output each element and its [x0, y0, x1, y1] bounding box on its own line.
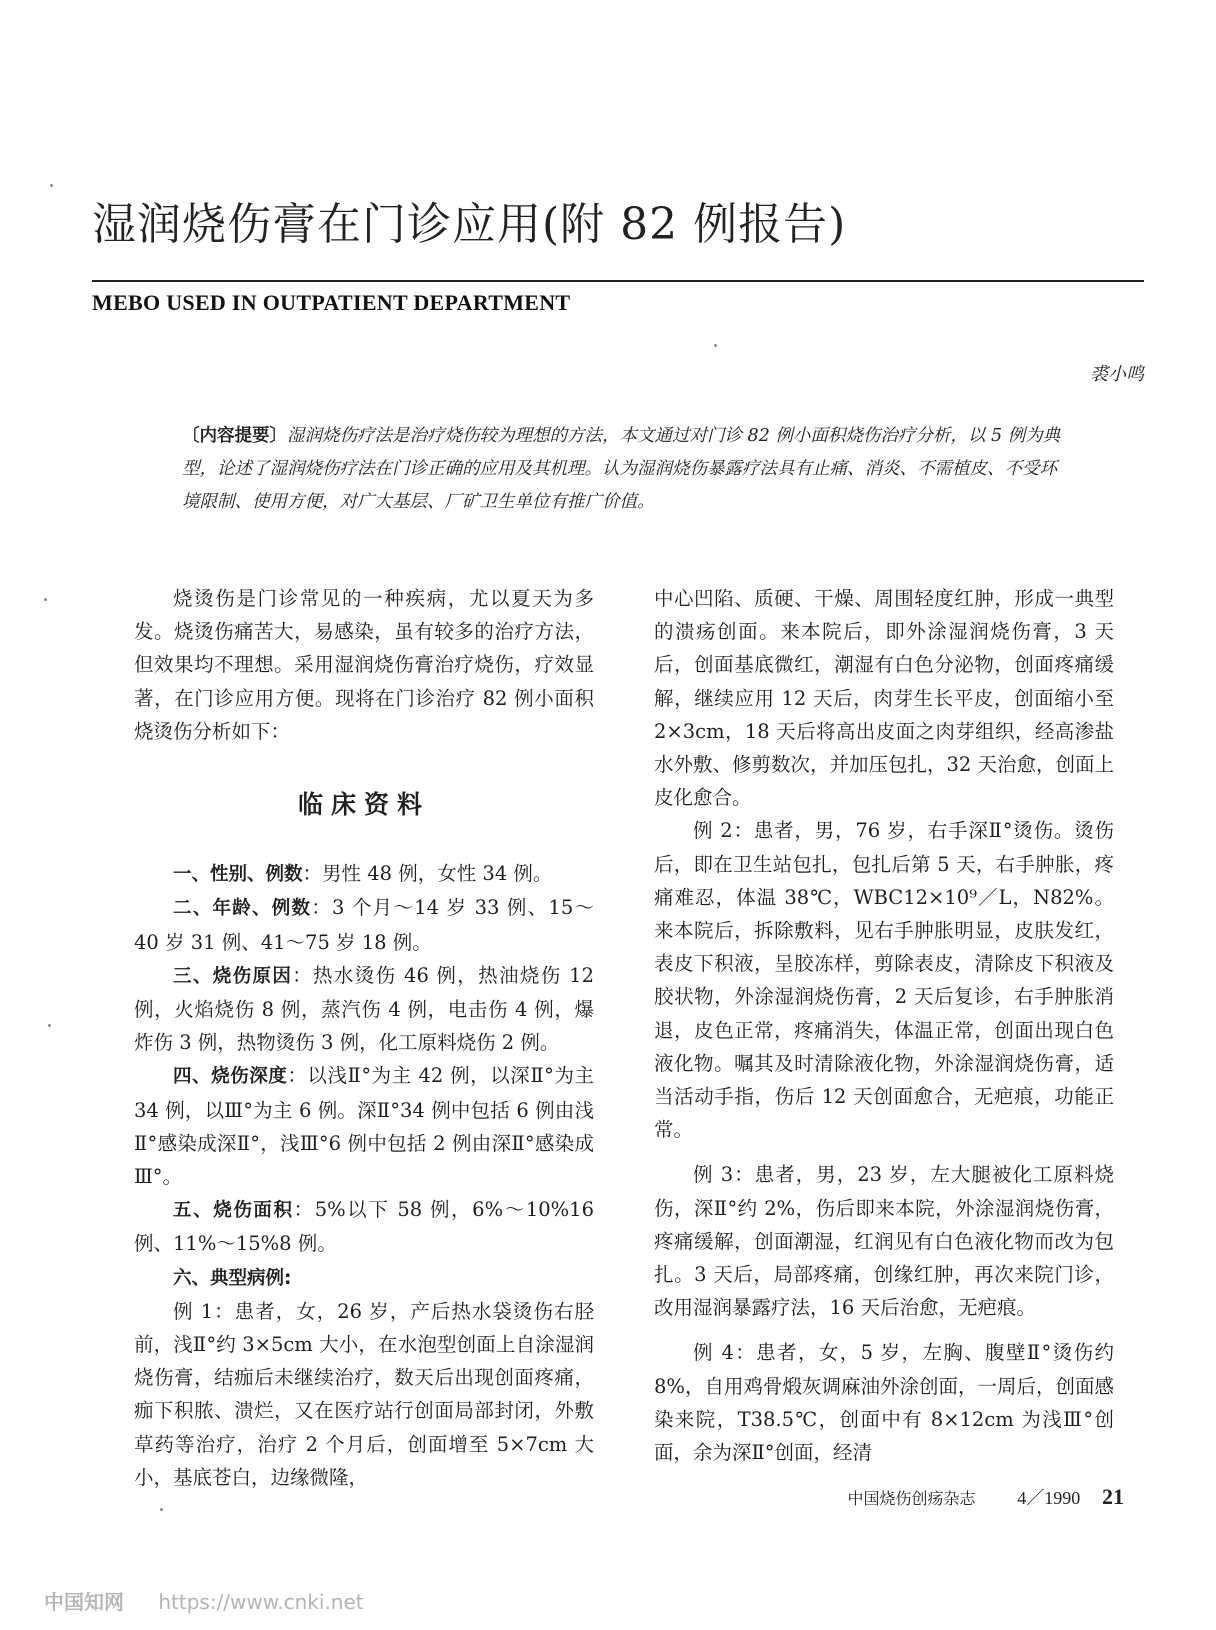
issue-number: 4／1990 [1017, 1488, 1081, 1508]
scan-speck [714, 344, 717, 347]
item-area-label: 五、烧伤面积 [173, 1200, 294, 1222]
item-area [134, 1193, 594, 1260]
case-2: 例 2：患者，男，76 岁，右手深Ⅱ°烫伤。烫伤后，即在卫生站包扎，包扎后第 5 天，右手肿胀，疼痛难忍，体温 38℃，WBC12×10⁹／L，N82%。来本院后，拆除敷料，见右手肿胀明显，皮肤发红，表皮下积液，呈胶冻样，剪除表皮，清除皮下积液及胶状物，外涂湿润烧伤膏，2 天后复诊，右手肿胀消退，皮色正常，疼痛消失，体温正常，创面出现白色液化物。嘱其及时清除液化物，外涂湿润烧伤膏，适当活动手指，伤后 12 天创面愈合，无疤痕，功能正常。 [654, 819, 1114, 1142]
cnki-watermark [44, 1586, 364, 1615]
item-sex-label: 一、性别、例数 [173, 864, 303, 886]
item-cause-label: 三、烧伤原因 [173, 965, 293, 987]
case-4-start: 例 4：患者，女，5 岁，左胸、腹壁Ⅱ°烫伤约 8%，自用鸡骨煅灰调麻油外涂创面，一周后，创面感染来院，T38.5℃，创面中有 8×12cm 为浅Ⅲ°创面，余为深Ⅱ°创面，经清 [654, 1341, 1114, 1465]
abstract-text: 湿润烧伤疗法是治疗烧伤较为理想的方法，本文通过对门诊 82 例小面积烧伤治疗分析，以 5 例为典型，论述了湿润烧伤疗法在门诊正确的应用及其机理。认为湿润烧伤暴露疗法具有止痛、消炎、不需植皮、不受环境限制、使用方便，对广大基层、厂矿卫生单位有推广价值。 [182, 426, 1061, 512]
page-number: 21 [1102, 1484, 1124, 1509]
page-footer [848, 1484, 1124, 1510]
item-sex-text: ：男性 48 例，女性 34 例。 [302, 862, 553, 886]
item-age-text: ：3 个月～14 岁 33 例、15～40 岁 31 例、41～75 岁 18 例。 [134, 896, 594, 954]
watermark-url: https://www.cnki.net [158, 1590, 364, 1614]
item-depth [134, 1059, 594, 1193]
title-rule [92, 280, 1144, 282]
item-age-label: 二、年龄、例数 [173, 898, 312, 920]
scan-speck [50, 184, 53, 187]
case-1-start: 例 1：患者，女，26 岁，产后热水袋烫伤右胫前，浅Ⅱ°约 3×5cm 大小，在水泡型创面上自涂湿润烧伤膏，结痂后未继续治疗，数天后出现创面疼痛，痂下积脓、溃烂，又在医疗站行创面局部封闭，外敷草药等治疗，治疗 2 个月后，创面增至 5×7cm 大小，基底苍白，边缘微隆， [134, 1299, 594, 1489]
case-1-continued: 中心凹陷、质硬、干燥、周围轻度红肿，形成一典型的溃疡创面。来本院后，即外涂湿润烧伤膏，3 天后，创面基底微红，潮湿有白色分泌物，创面疼痛缓解，继续应用 12 天后，肉芽生长平皮，创面缩小至 2×3cm，18 天后将高出皮面之肉芽组织，经高渗盐水外敷、修剪数次，并加压包扎，32 天治愈，创面上皮化愈合。 [654, 587, 1115, 810]
item-cause [134, 959, 594, 1060]
item-depth-text: ：以浅Ⅱ°为主 42 例，以深Ⅱ°为主 34 例，以Ⅲ°为主 6 例。深Ⅱ°34 例中包括 6 例由浅Ⅱ°感染成深Ⅱ°，浅Ⅲ°6 例中包括 2 例由深Ⅱ°感染成Ⅲ°。 [134, 1064, 594, 1189]
item-sex [134, 857, 594, 891]
intro-paragraph: 烧烫伤是门诊常见的一种疾病，尤以夏天为多发。烧烫伤痛苦大，易感染，虽有较多的治疗方法，但效果均不理想。采用湿润烧伤膏治疗烧伤，疗效显著，在门诊应用方便。现将在门诊治疗 82 例小面积烧烫伤分析如下： [134, 587, 594, 743]
article-title-en: MEBO USED IN OUTPATIENT DEPARTMENT [92, 290, 571, 315]
abstract [182, 420, 1062, 519]
left-column [134, 582, 594, 1494]
section-heading: 临床资料 [297, 790, 430, 820]
case-3: 例 3：患者，男，23 岁，左大腿被化工原料烧伤，深Ⅱ°约 2%，伤后即来本院，外涂湿润烧伤膏，疼痛缓解，创面潮湿，红润见有白色液化物而改为包扎。3 天后，局部疼痛，创缘红肿，再次来院门诊，改用湿润暴露疗法，16 天后治愈，无疤痕。 [654, 1163, 1114, 1320]
watermark-brand: 中国知网 [44, 1590, 124, 1614]
item-cause-text: ：热水烫伤 46 例，热油烧伤 12 例，火焰烧伤 8 例，蒸汽伤 4 例，电击伤 4 例，爆炸伤 3 例，热物烫伤 3 例，化工原料烧伤 2 例。 [134, 963, 594, 1055]
item-age [134, 891, 594, 958]
item-area-text: ：5%以下 58 例，6%～10%16 例、11%～15%8 例。 [134, 1198, 594, 1256]
author-name: 裘小鸣 [1090, 364, 1144, 385]
scan-speck [48, 1024, 51, 1027]
article-title-cn: 湿润烧伤膏在门诊应用(附 82 例报告) [92, 199, 847, 250]
scan-speck [160, 1508, 163, 1511]
abstract-label: 〔内容提要〕 [182, 426, 287, 446]
item-depth-label: 四、烧伤深度 [173, 1066, 288, 1088]
item-cases-label: 六、典型病例: [173, 1267, 292, 1289]
journal-name: 中国烧伤创疡杂志 [847, 1489, 976, 1508]
item-cases [134, 1261, 594, 1295]
right-column [654, 582, 1114, 1469]
scan-speck [44, 598, 47, 601]
